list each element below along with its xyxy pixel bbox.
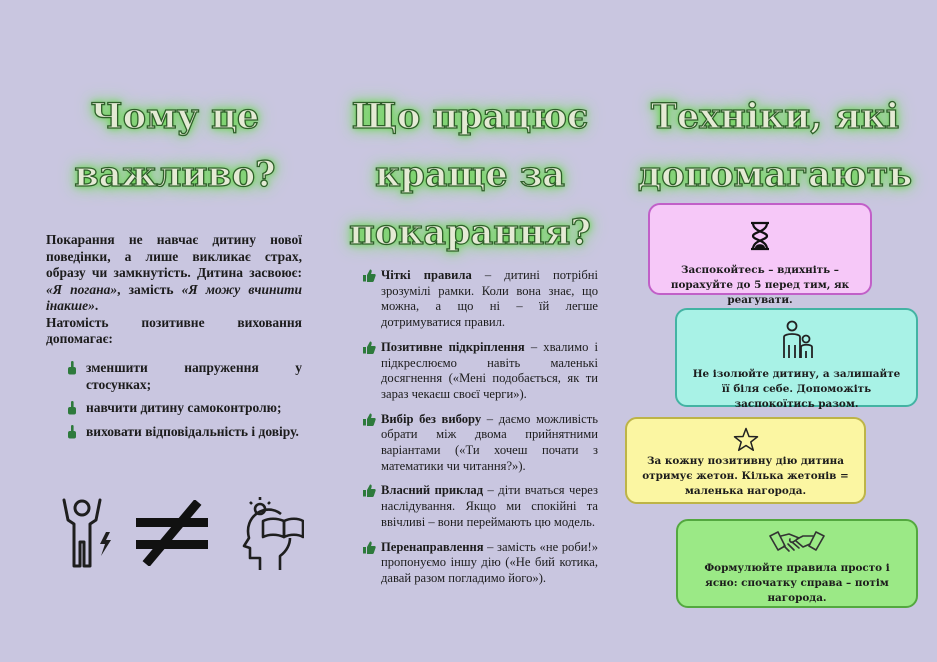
item-term: Власний приклад	[381, 483, 484, 498]
card-text: Заспокойтесь – вдихніть – порахуйте до 5 перед тим, як реагувати.	[670, 264, 850, 306]
stressed-person-icon	[58, 494, 114, 570]
hourglass-icon	[749, 221, 771, 251]
technique-card-calm	[648, 203, 872, 306]
not-equal-icon	[134, 500, 212, 566]
alternatives-list	[362, 268, 598, 596]
head-book-idea-icon	[226, 494, 304, 572]
item-term: Позитивне підкріплення	[381, 339, 525, 354]
item-term: Перенаправлення	[381, 539, 484, 554]
intro-middle: , замість	[117, 281, 182, 297]
list-item	[66, 400, 302, 417]
list-item	[362, 540, 598, 587]
intro-text: Покарання не навчає дитину нової поведінки, а лише викликає страх, образу чи замкнутість. Дитина засвоює:	[46, 232, 302, 280]
item-term: Вибір без вибору	[381, 411, 482, 426]
illustration-row	[58, 494, 303, 574]
item-text: – даємо можливість обрати між двома прийнятними варіантами («Ти хочеш почати з математики чи читання?»).	[381, 411, 599, 473]
thumbs-up-icon	[362, 413, 376, 426]
list-item	[66, 360, 302, 393]
item-term: Чіткі правила	[381, 268, 472, 282]
item-text: – діти вчаться через наслідування. Якщо ми спокійні та ввічливі – вони переймають цю модель.	[381, 483, 598, 529]
list-item	[362, 268, 598, 331]
benefit-text: виховати відповідальність і довіру.	[86, 423, 299, 439]
star-icon	[733, 427, 759, 452]
benefits-list	[66, 360, 302, 447]
list-item	[362, 412, 598, 475]
thumbs-up-icon	[362, 541, 376, 554]
item-text: – дитині потрібні зрозумілі рамки. Коли вона знає, що можна, а що ні – їй легше дотримуватися правил.	[381, 268, 599, 330]
pointing-hand-icon	[66, 425, 78, 439]
list-item	[66, 424, 302, 441]
quote-bad: «Я погана»	[46, 281, 118, 297]
quote-can-act: «Я можу вчинити інакше»	[46, 281, 302, 313]
heading-what-works: Що працює краще за покарання?	[349, 96, 591, 253]
benefit-text: зменшити напруження у стосунках;	[86, 360, 302, 392]
benefit-text: навчити дитину самоконтролю;	[86, 400, 282, 415]
item-text: – замість «не роби!» пропонуємо іншу дію («Не бий котика, давай разом погладимо його»).	[381, 539, 598, 585]
handshake-icon	[769, 528, 825, 558]
heading-techniques: Техніки, які допомагають	[637, 96, 913, 195]
card-text: Не ізолюйте дитину, а залишайте її біля себе. Допоможіть заспокоїтись разом.	[692, 368, 901, 410]
intro-paragraph	[46, 232, 302, 348]
intro-end: .	[94, 298, 99, 313]
technique-card-stay-together	[675, 308, 918, 410]
card-text: Формулюйте правила просто і ясно: спочатку справа – потім нагорода.	[704, 562, 890, 604]
list-item	[362, 340, 598, 403]
heading-why-important: Чому це важливо?	[74, 96, 276, 195]
pointing-hand-icon	[66, 401, 78, 415]
thumbs-up-icon	[362, 341, 376, 354]
technique-card-rules	[676, 519, 918, 608]
card-text: За кожну позитивну дію дитина отримує жетон. Кілька жетонів = маленька нагорода.	[642, 455, 849, 497]
thumbs-up-icon	[362, 269, 376, 282]
list-item	[362, 483, 598, 530]
lead-text: Натомість позитивне виховання допомагає:	[46, 314, 302, 346]
item-text: – хвалимо і підкреслюємо навіть маленькі досягнення («Мені подобається, як ти зараз чекаєш своєї черги»).	[381, 339, 598, 401]
thumbs-up-icon	[362, 484, 376, 497]
technique-card-tokens	[625, 417, 866, 504]
pointing-hand-icon	[66, 361, 78, 375]
parent-child-icon	[780, 320, 814, 360]
